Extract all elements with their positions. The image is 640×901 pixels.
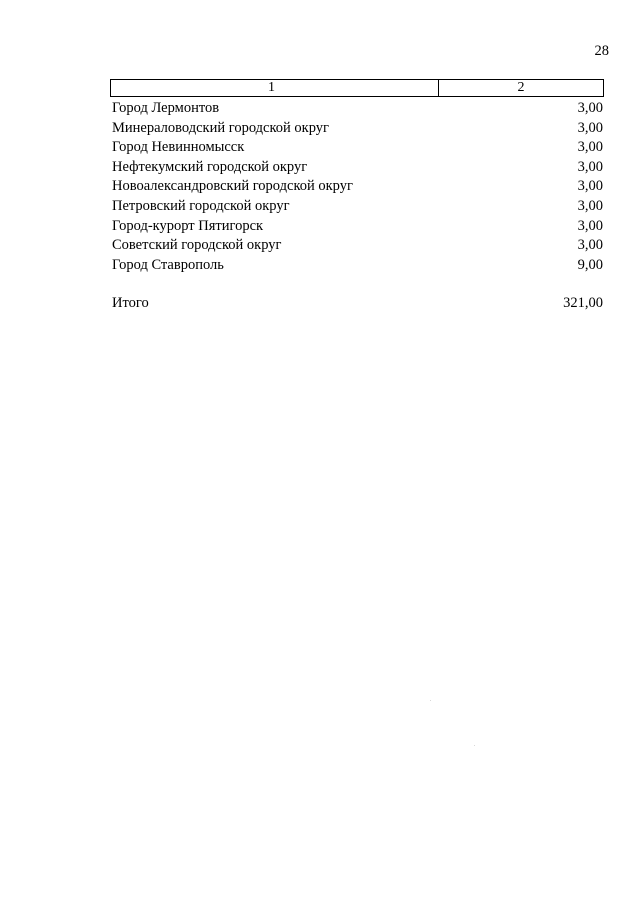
row-amount: 9,00 bbox=[577, 256, 603, 273]
table-header-column-2 bbox=[439, 80, 603, 96]
table-header-column-2-label: 2 bbox=[517, 80, 525, 95]
total-row bbox=[112, 294, 603, 314]
row-amount: 3,00 bbox=[577, 217, 603, 234]
row-amount: 3,00 bbox=[577, 119, 603, 136]
row-municipality-name: Город Ставрополь bbox=[112, 256, 224, 273]
total-label: Итого bbox=[112, 295, 149, 311]
row-municipality-name: Советский городской округ bbox=[112, 237, 282, 254]
row-amount: 3,00 bbox=[577, 197, 603, 214]
row-amount: 3,00 bbox=[577, 100, 603, 116]
row-municipality-name: Петровский городской округ bbox=[112, 197, 290, 214]
table-row bbox=[112, 197, 603, 217]
allocation-list bbox=[112, 99, 603, 275]
table-row bbox=[112, 236, 603, 256]
row-amount: 3,00 bbox=[577, 178, 603, 195]
table-header-column-1-label: 1 bbox=[268, 80, 275, 95]
row-amount: 3,00 bbox=[577, 139, 603, 156]
row-municipality-name: Нефтекумский городской округ bbox=[112, 158, 308, 175]
scan-speck bbox=[474, 745, 475, 746]
table-row bbox=[112, 217, 603, 237]
scan-speck bbox=[430, 700, 431, 701]
row-municipality-name: Город Лермонтов bbox=[112, 100, 220, 116]
row-amount: 3,00 bbox=[577, 158, 603, 175]
table-header-column-1 bbox=[111, 80, 439, 96]
table-row bbox=[112, 158, 603, 178]
row-municipality-name: Минераловодский городской округ bbox=[112, 119, 329, 136]
row-municipality-name: Город Невинномысск bbox=[112, 139, 245, 156]
row-municipality-name: Новоалександровский городской округ bbox=[112, 178, 353, 195]
table-row bbox=[112, 138, 603, 158]
row-municipality-name: Город-курорт Пятигорск bbox=[112, 217, 264, 234]
table-row bbox=[112, 99, 603, 119]
table-row bbox=[112, 119, 603, 139]
total-amount: 321,00 bbox=[563, 295, 603, 311]
table-header bbox=[110, 79, 604, 97]
row-amount: 3,00 bbox=[577, 237, 603, 254]
page-number: 28 bbox=[594, 43, 609, 59]
table-row bbox=[112, 256, 603, 276]
table-row bbox=[112, 177, 603, 197]
